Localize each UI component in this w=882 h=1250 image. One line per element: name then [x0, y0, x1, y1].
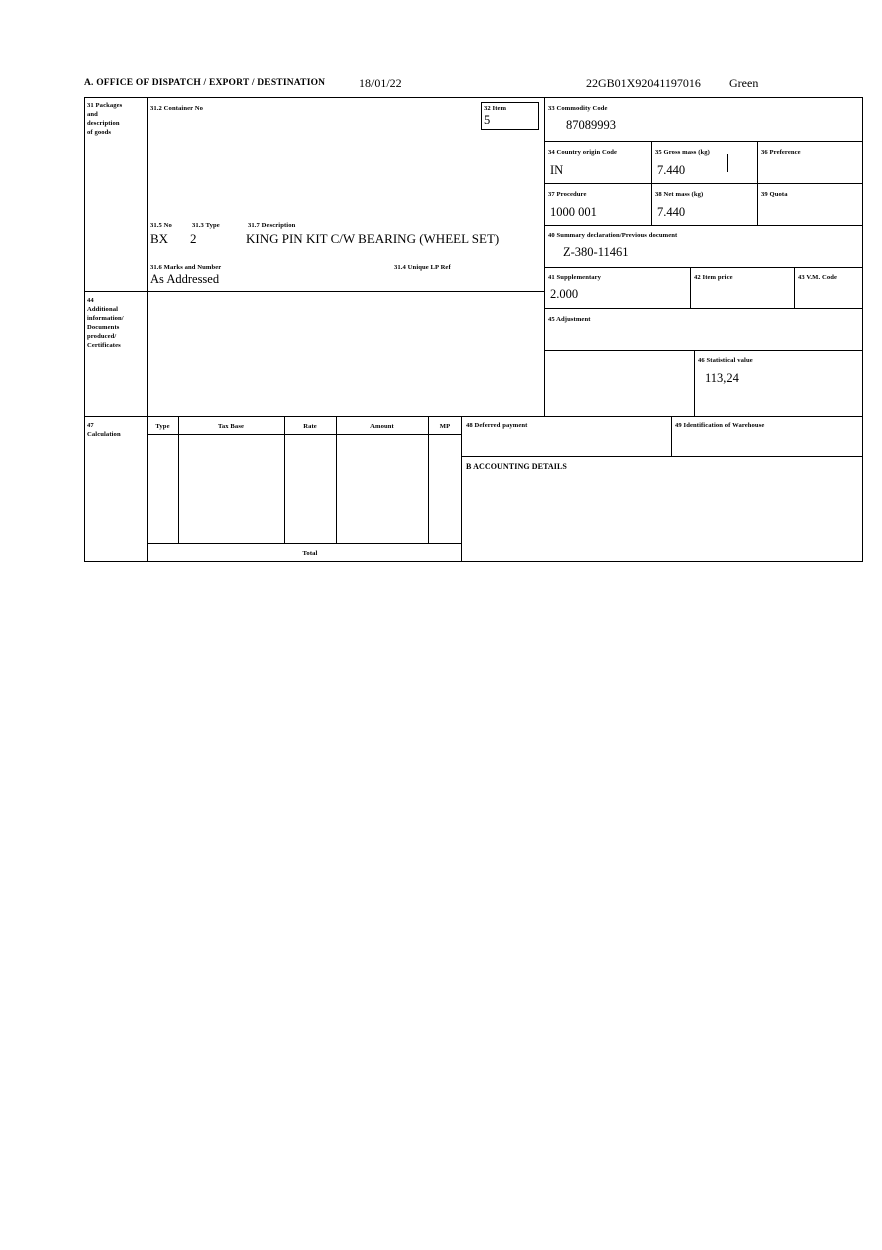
box-39-label: 39 Quota	[761, 191, 788, 198]
box-31-label-l2: and	[87, 111, 98, 118]
box-32-value: 5	[484, 113, 491, 127]
box-47-col-divider-1	[178, 416, 179, 543]
box-44-label-l1: 44	[87, 297, 94, 304]
box-33-label: 33 Commodity Code	[548, 105, 608, 112]
header-date: 18/01/22	[359, 76, 402, 90]
box-46-value: 113,24	[705, 371, 739, 385]
box-31-5-no-value: BX	[150, 231, 169, 246]
box-36-label: 36 Preference	[761, 149, 801, 156]
box-47-table-frame	[147, 416, 462, 562]
header-mrn: 22GB01X92041197016	[586, 76, 701, 90]
box-47-col-divider-3	[336, 416, 337, 543]
box-49-label: 49 Identification of Warehouse	[675, 422, 765, 429]
box-42-label: 42 Item price	[694, 274, 733, 281]
box-31-6-marks-value: As Addressed	[150, 272, 220, 286]
box-31-label-l1: 31 Packages	[87, 102, 123, 109]
divider-below-41-row	[544, 308, 863, 309]
header-lane: Green	[729, 76, 759, 90]
divider-35-36	[757, 141, 758, 183]
box-31-6-marks-label: 31.6 Marks and Number	[150, 264, 222, 271]
box-32-label: 32 Item	[484, 105, 507, 112]
box-31-4-unique-lp-ref-label: 31.4 Unique LP Ref	[394, 264, 451, 271]
divider-below-33	[544, 141, 863, 142]
box-37-value: 1000 001	[550, 205, 597, 219]
box-47-col-mp: MP	[439, 423, 451, 430]
box-31-label-l4: of goods	[87, 129, 112, 136]
divider-37-38	[651, 183, 652, 225]
box-34-label: 34 Country origin Code	[548, 149, 618, 156]
box-47-col-divider-2	[284, 416, 285, 543]
divider-below-34-row	[544, 183, 863, 184]
box-31-2-container-no-label: 31.2 Container No	[150, 105, 204, 112]
box-41-label: 41 Supplementary	[548, 274, 602, 281]
divider-42-43	[794, 267, 795, 308]
box-47-col-rate: Rate	[303, 423, 317, 430]
box-35-tick	[727, 154, 728, 172]
divider-34-35	[651, 141, 652, 183]
box-47-label-l2: Calculation	[87, 431, 121, 438]
box-48-label: 48 Deferred payment	[466, 422, 528, 429]
box-44-label-l6: Certificates	[87, 342, 121, 349]
box-47-total-label: Total	[302, 550, 318, 557]
box-34-value: IN	[550, 163, 564, 177]
box-38-label: 38 Net mass (kg)	[655, 191, 704, 198]
box-40-value: Z-380-11461	[563, 245, 629, 259]
box-43-label: 43 V.M. Code	[798, 274, 838, 281]
box-31-3-type-label: 31.3 Type	[192, 222, 220, 229]
box-38-value: 7.440	[657, 205, 686, 219]
box-b-label: B ACCOUNTING DETAILS	[466, 462, 567, 471]
box-44-label-l5: produced/	[87, 333, 117, 340]
box-44-label-l4: Documents	[87, 324, 120, 331]
box-46-label: 46 Statistical value	[698, 357, 753, 364]
box-a-label: A. OFFICE OF DISPATCH / EXPORT / DESTINATION	[84, 78, 326, 88]
divider-48-49	[671, 416, 672, 456]
box-47-col-type: Type	[155, 423, 170, 430]
box-45-label: 45 Adjustment	[548, 316, 591, 323]
box-31-label-l3: description	[87, 120, 120, 127]
box-35-value: 7.440	[657, 163, 686, 177]
divider-41-42	[690, 267, 691, 308]
box-35-label: 35 Gross mass (kg)	[655, 149, 710, 156]
divider-31-44	[84, 291, 545, 292]
box-41-value: 2.000	[550, 287, 579, 301]
divider-below-37-row	[544, 225, 863, 226]
divider-38-39	[757, 183, 758, 225]
box-31-7-description-value: KING PIN KIT C/W BEARING (WHEEL SET)	[246, 231, 500, 246]
box-33-value: 87089993	[566, 118, 616, 132]
box-31-3-type-value: 2	[190, 231, 197, 246]
header-row	[84, 78, 864, 92]
box-44-label-l3: information/	[87, 315, 124, 322]
box-47-header-rule	[147, 434, 462, 435]
box-31-7-description-label: 31.7 Description	[248, 222, 296, 229]
divider-below-45	[544, 350, 863, 351]
box-47-total-rule	[147, 543, 462, 544]
box-47-col-divider-4	[428, 416, 429, 543]
box-47-label-l1: 47	[87, 422, 94, 429]
divider-below-48-49	[462, 456, 863, 457]
box-31-5-no-label: 31.5 No	[150, 222, 172, 229]
divider-below-40	[544, 267, 863, 268]
box-44-label-l2: Additional	[87, 306, 119, 313]
divider-left-of-46	[694, 350, 695, 416]
box-37-label: 37 Procedure	[548, 191, 587, 198]
box-47-col-amount: Amount	[370, 423, 394, 430]
dotted-divider-45-46	[544, 350, 545, 416]
box-47-col-tax-base: Tax Base	[217, 423, 245, 430]
box-40-label: 40 Summary declaration/Previous document	[548, 232, 678, 239]
